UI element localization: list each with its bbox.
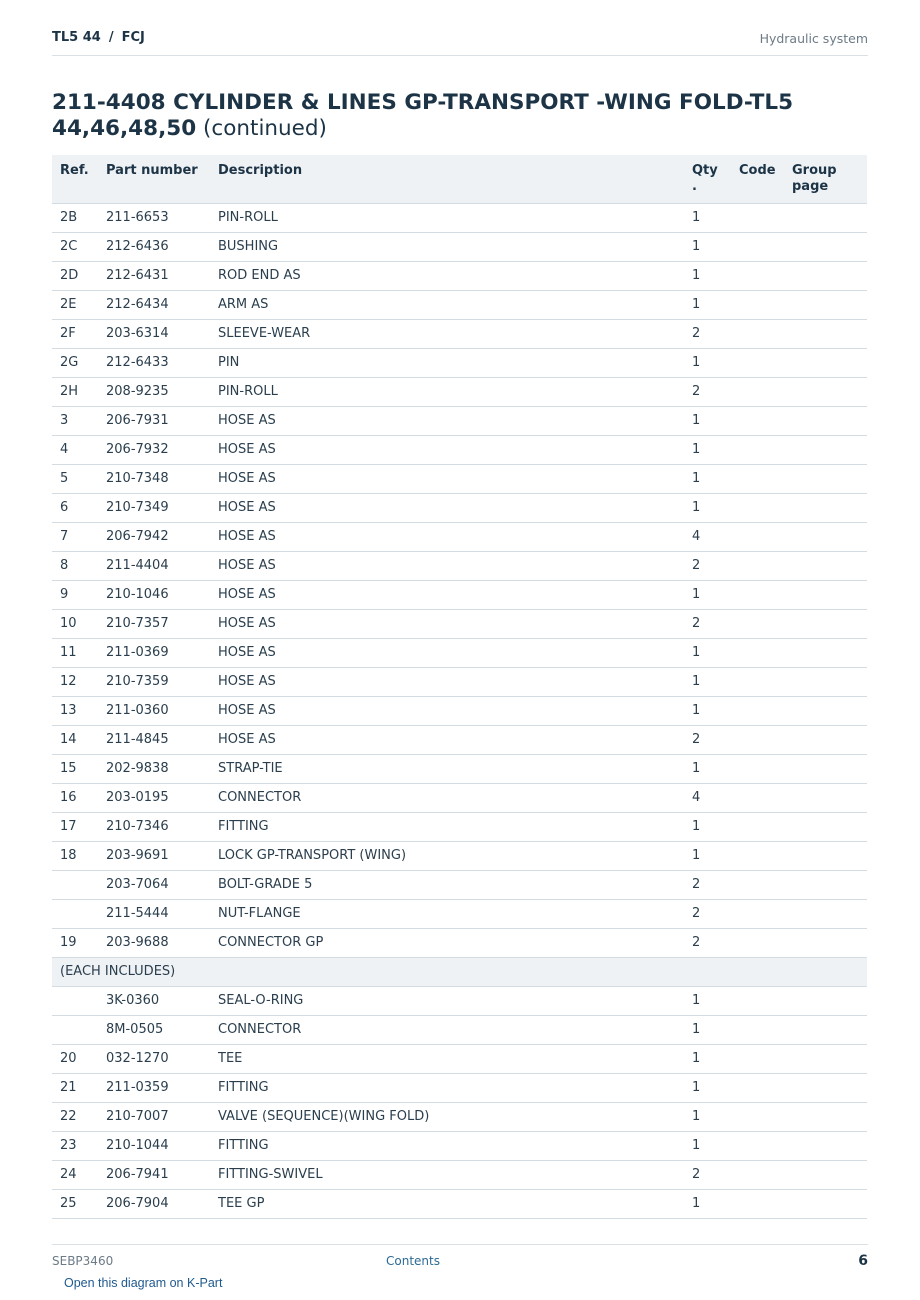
group-page-cell <box>784 465 867 494</box>
qty-cell: 1 <box>684 1016 731 1045</box>
group-page-cell <box>784 523 867 552</box>
page-footer <box>52 1244 868 1269</box>
header-code: Code <box>731 155 784 204</box>
code-cell <box>731 726 784 755</box>
ref-cell: 2B <box>52 204 98 233</box>
description-cell: HOSE AS <box>210 552 684 581</box>
code-cell <box>731 1045 784 1074</box>
ref-cell: 2C <box>52 233 98 262</box>
code-cell <box>731 407 784 436</box>
qty-cell: 4 <box>684 784 731 813</box>
ref-cell: 2G <box>52 349 98 378</box>
model-label: TL5 44 <box>52 30 101 45</box>
page-header <box>52 28 868 56</box>
part-number-cell: 206-7941 <box>98 1161 210 1190</box>
table-row <box>52 987 867 1016</box>
ref-cell <box>52 900 98 929</box>
group-page-cell <box>784 233 867 262</box>
description-cell: LOCK GP-TRANSPORT (WING) <box>210 842 684 871</box>
ref-cell: 24 <box>52 1161 98 1190</box>
qty-cell: 1 <box>684 639 731 668</box>
table-row <box>52 581 867 610</box>
code-cell <box>731 697 784 726</box>
group-page-cell <box>784 726 867 755</box>
part-number-cell: 8M-0505 <box>98 1016 210 1045</box>
qty-cell: 1 <box>684 494 731 523</box>
part-number-cell: 210-7346 <box>98 813 210 842</box>
group-page-cell <box>784 1103 867 1132</box>
qty-cell: 1 <box>684 1074 731 1103</box>
code-cell <box>731 1132 784 1161</box>
code-cell <box>731 610 784 639</box>
code-cell <box>731 523 784 552</box>
qty-cell: 1 <box>684 1103 731 1132</box>
part-number-cell: 211-0359 <box>98 1074 210 1103</box>
part-number-cell: 210-7359 <box>98 668 210 697</box>
description-cell: HOSE AS <box>210 639 684 668</box>
part-number-cell: 206-7932 <box>98 436 210 465</box>
document-id: SEBP3460 <box>52 1254 114 1268</box>
ref-cell: 25 <box>52 1190 98 1219</box>
group-page-cell <box>784 987 867 1016</box>
part-number-cell: 210-7357 <box>98 610 210 639</box>
table-row <box>52 436 867 465</box>
header-qty: Qty . <box>684 155 731 204</box>
ref-cell: 9 <box>52 581 98 610</box>
table-row <box>52 639 867 668</box>
table-row <box>52 755 867 784</box>
description-cell: BUSHING <box>210 233 684 262</box>
ref-cell: 6 <box>52 494 98 523</box>
code-cell <box>731 349 784 378</box>
code-cell <box>731 929 784 958</box>
description-cell: SLEEVE-WEAR <box>210 320 684 349</box>
breadcrumb <box>52 30 145 45</box>
qty-cell: 1 <box>684 407 731 436</box>
ref-cell: 2H <box>52 378 98 407</box>
ref-cell: 4 <box>52 436 98 465</box>
table-row <box>52 842 867 871</box>
description-cell: HOSE AS <box>210 668 684 697</box>
code-cell <box>731 1190 784 1219</box>
code-cell <box>731 871 784 900</box>
qty-cell: 1 <box>684 465 731 494</box>
code-label: FCJ <box>121 30 145 45</box>
code-cell <box>731 784 784 813</box>
ref-cell: 10 <box>52 610 98 639</box>
group-page-cell <box>784 1190 867 1219</box>
table-row <box>52 1132 867 1161</box>
ref-cell: 18 <box>52 842 98 871</box>
ref-cell <box>52 871 98 900</box>
table-row <box>52 349 867 378</box>
section-name: Hydraulic system <box>759 31 868 46</box>
group-page-cell <box>784 320 867 349</box>
code-cell <box>731 581 784 610</box>
code-cell <box>731 842 784 871</box>
group-page-cell <box>784 1161 867 1190</box>
group-page-cell <box>784 1016 867 1045</box>
group-page-cell <box>784 697 867 726</box>
part-number-cell: 203-0195 <box>98 784 210 813</box>
code-cell <box>731 465 784 494</box>
qty-cell: 1 <box>684 755 731 784</box>
part-number-cell: 211-0360 <box>98 697 210 726</box>
description-cell: VALVE (SEQUENCE)(WING FOLD) <box>210 1103 684 1132</box>
description-cell: HOSE AS <box>210 407 684 436</box>
table-row <box>52 784 867 813</box>
ref-cell: 20 <box>52 1045 98 1074</box>
description-cell: FITTING <box>210 1132 684 1161</box>
part-number-cell: 211-0369 <box>98 639 210 668</box>
description-cell: PIN-ROLL <box>210 378 684 407</box>
ref-cell: 12 <box>52 668 98 697</box>
qty-cell: 1 <box>684 1132 731 1161</box>
table-header-row <box>52 155 867 204</box>
table-row <box>52 291 867 320</box>
description-cell: ARM AS <box>210 291 684 320</box>
header-group-page: Group page <box>784 155 867 204</box>
table-row <box>52 610 867 639</box>
part-number-cell: 212-6434 <box>98 291 210 320</box>
group-page-cell <box>784 813 867 842</box>
ref-cell <box>52 987 98 1016</box>
table-row <box>52 378 867 407</box>
code-cell <box>731 204 784 233</box>
part-number-cell: 203-9691 <box>98 842 210 871</box>
header-part-number: Part number <box>98 155 210 204</box>
ref-cell: 5 <box>52 465 98 494</box>
description-cell: HOSE AS <box>210 610 684 639</box>
qty-cell: 1 <box>684 581 731 610</box>
qty-cell: 1 <box>684 1190 731 1219</box>
group-page-cell <box>784 436 867 465</box>
group-page-cell <box>784 871 867 900</box>
table-row <box>52 1190 867 1219</box>
code-cell <box>731 1161 784 1190</box>
description-cell: HOSE AS <box>210 436 684 465</box>
title-main: 211-4408 CYLINDER & LINES GP-TRANSPORT -WING FOLD-TL5 44,46,48,50 <box>52 90 794 141</box>
group-page-cell <box>784 581 867 610</box>
description-cell: PIN <box>210 349 684 378</box>
table-row <box>52 233 867 262</box>
qty-cell: 1 <box>684 1045 731 1074</box>
part-number-cell: 212-6433 <box>98 349 210 378</box>
group-page-cell <box>784 842 867 871</box>
ref-cell: 21 <box>52 1074 98 1103</box>
part-number-cell: 210-7349 <box>98 494 210 523</box>
group-page-cell <box>784 755 867 784</box>
part-number-cell: 202-9838 <box>98 755 210 784</box>
description-cell: CONNECTOR GP <box>210 929 684 958</box>
group-page-cell <box>784 262 867 291</box>
qty-cell: 1 <box>684 262 731 291</box>
part-number-cell: 211-6653 <box>98 204 210 233</box>
ref-cell: 2F <box>52 320 98 349</box>
table-row <box>52 552 867 581</box>
description-cell: FITTING <box>210 813 684 842</box>
qty-cell: 2 <box>684 320 731 349</box>
part-number-cell: 210-7348 <box>98 465 210 494</box>
qty-cell: 2 <box>684 900 731 929</box>
part-number-cell: 203-6314 <box>98 320 210 349</box>
description-cell: CONNECTOR <box>210 1016 684 1045</box>
description-cell: BOLT-GRADE 5 <box>210 871 684 900</box>
code-cell <box>731 987 784 1016</box>
code-cell <box>731 233 784 262</box>
description-cell: TEE GP <box>210 1190 684 1219</box>
description-cell: FITTING-SWIVEL <box>210 1161 684 1190</box>
code-cell <box>731 291 784 320</box>
description-cell: HOSE AS <box>210 523 684 552</box>
table-row <box>52 871 867 900</box>
header-ref: Ref. <box>52 155 98 204</box>
ref-cell: 15 <box>52 755 98 784</box>
part-number-cell: 206-7931 <box>98 407 210 436</box>
code-cell <box>731 320 784 349</box>
table-row <box>52 1103 867 1132</box>
parts-table <box>52 155 867 1219</box>
header-description: Description <box>210 155 684 204</box>
description-cell: HOSE AS <box>210 726 684 755</box>
qty-cell: 2 <box>684 552 731 581</box>
part-number-cell: 203-7064 <box>98 871 210 900</box>
qty-cell: 4 <box>684 523 731 552</box>
code-cell <box>731 552 784 581</box>
ref-cell: 3 <box>52 407 98 436</box>
group-page-cell <box>784 407 867 436</box>
table-row <box>52 813 867 842</box>
ref-cell: 19 <box>52 929 98 958</box>
ref-cell: 7 <box>52 523 98 552</box>
code-cell <box>731 436 784 465</box>
part-number-cell: 203-9688 <box>98 929 210 958</box>
qty-cell: 2 <box>684 610 731 639</box>
ref-cell: 2D <box>52 262 98 291</box>
code-cell <box>731 900 784 929</box>
table-row <box>52 262 867 291</box>
code-cell <box>731 494 784 523</box>
table-row <box>52 407 867 436</box>
description-cell: TEE <box>210 1045 684 1074</box>
part-number-cell: 212-6436 <box>98 233 210 262</box>
code-cell <box>731 813 784 842</box>
table-row <box>52 697 867 726</box>
part-number-cell: 210-1046 <box>98 581 210 610</box>
part-number-cell: 211-5444 <box>98 900 210 929</box>
code-cell <box>731 755 784 784</box>
part-number-cell: 206-7942 <box>98 523 210 552</box>
qty-cell: 1 <box>684 349 731 378</box>
description-cell: HOSE AS <box>210 581 684 610</box>
qty-cell: 1 <box>684 291 731 320</box>
description-cell: PIN-ROLL <box>210 204 684 233</box>
code-cell <box>731 1103 784 1132</box>
ref-cell <box>52 1016 98 1045</box>
description-cell: NUT-FLANGE <box>210 900 684 929</box>
description-cell: HOSE AS <box>210 697 684 726</box>
table-row <box>52 465 867 494</box>
qty-cell: 1 <box>684 987 731 1016</box>
part-number-cell: 3K-0360 <box>98 987 210 1016</box>
ref-cell: 2E <box>52 291 98 320</box>
qty-cell: 2 <box>684 871 731 900</box>
qty-cell: 1 <box>684 233 731 262</box>
group-page-cell <box>784 291 867 320</box>
qty-cell: 1 <box>684 668 731 697</box>
group-page-cell <box>784 784 867 813</box>
table-row <box>52 494 867 523</box>
table-row <box>52 726 867 755</box>
part-number-cell: 212-6431 <box>98 262 210 291</box>
group-page-cell <box>784 668 867 697</box>
qty-cell: 1 <box>684 436 731 465</box>
table-row <box>52 523 867 552</box>
part-number-cell: 211-4845 <box>98 726 210 755</box>
group-page-cell <box>784 552 867 581</box>
qty-cell: 2 <box>684 1161 731 1190</box>
group-page-cell <box>784 349 867 378</box>
description-cell: ROD END AS <box>210 262 684 291</box>
table-row <box>52 929 867 958</box>
ref-cell: 17 <box>52 813 98 842</box>
table-row <box>52 1045 867 1074</box>
kpart-link[interactable]: Open this diagram on K-Part <box>64 1276 223 1290</box>
qty-cell: 1 <box>684 697 731 726</box>
ref-cell: 22 <box>52 1103 98 1132</box>
table-row <box>52 1161 867 1190</box>
table-row <box>52 1074 867 1103</box>
table-note-row <box>52 958 867 987</box>
ref-cell: 16 <box>52 784 98 813</box>
qty-cell: 1 <box>684 842 731 871</box>
table-body <box>52 204 867 1219</box>
table-row <box>52 1016 867 1045</box>
page-title <box>52 90 868 142</box>
qty-cell: 1 <box>684 813 731 842</box>
group-page-cell <box>784 639 867 668</box>
contents-link[interactable]: Contents <box>386 1254 440 1268</box>
ref-cell: 14 <box>52 726 98 755</box>
group-page-cell <box>784 929 867 958</box>
code-cell <box>731 639 784 668</box>
ref-cell: 8 <box>52 552 98 581</box>
code-cell <box>731 1074 784 1103</box>
qty-cell: 2 <box>684 929 731 958</box>
group-page-cell <box>784 610 867 639</box>
part-number-cell: 210-7007 <box>98 1103 210 1132</box>
breadcrumb-separator: / <box>108 30 114 45</box>
group-page-cell <box>784 900 867 929</box>
qty-cell: 2 <box>684 726 731 755</box>
qty-cell: 2 <box>684 378 731 407</box>
description-cell: STRAP-TIE <box>210 755 684 784</box>
code-cell <box>731 668 784 697</box>
ref-cell: 11 <box>52 639 98 668</box>
table-row <box>52 320 867 349</box>
table-row <box>52 900 867 929</box>
code-cell <box>731 378 784 407</box>
part-number-cell: 208-9235 <box>98 378 210 407</box>
description-cell: HOSE AS <box>210 494 684 523</box>
description-cell: SEAL-O-RING <box>210 987 684 1016</box>
group-page-cell <box>784 204 867 233</box>
code-cell <box>731 262 784 291</box>
code-cell <box>731 1016 784 1045</box>
ref-cell: 13 <box>52 697 98 726</box>
title-continued: (continued) <box>203 116 327 141</box>
part-number-cell: 206-7904 <box>98 1190 210 1219</box>
ref-cell: 23 <box>52 1132 98 1161</box>
group-page-cell <box>784 1074 867 1103</box>
part-number-cell: 032-1270 <box>98 1045 210 1074</box>
part-number-cell: 210-1044 <box>98 1132 210 1161</box>
table-row <box>52 204 867 233</box>
part-number-cell: 211-4404 <box>98 552 210 581</box>
description-cell: FITTING <box>210 1074 684 1103</box>
page-number: 6 <box>858 1253 868 1269</box>
qty-cell: 1 <box>684 204 731 233</box>
group-page-cell <box>784 1132 867 1161</box>
table-row <box>52 668 867 697</box>
group-page-cell <box>784 494 867 523</box>
description-cell: CONNECTOR <box>210 784 684 813</box>
group-page-cell <box>784 1045 867 1074</box>
group-page-cell <box>784 378 867 407</box>
description-cell: HOSE AS <box>210 465 684 494</box>
note-cell: (EACH INCLUDES) <box>52 958 867 987</box>
